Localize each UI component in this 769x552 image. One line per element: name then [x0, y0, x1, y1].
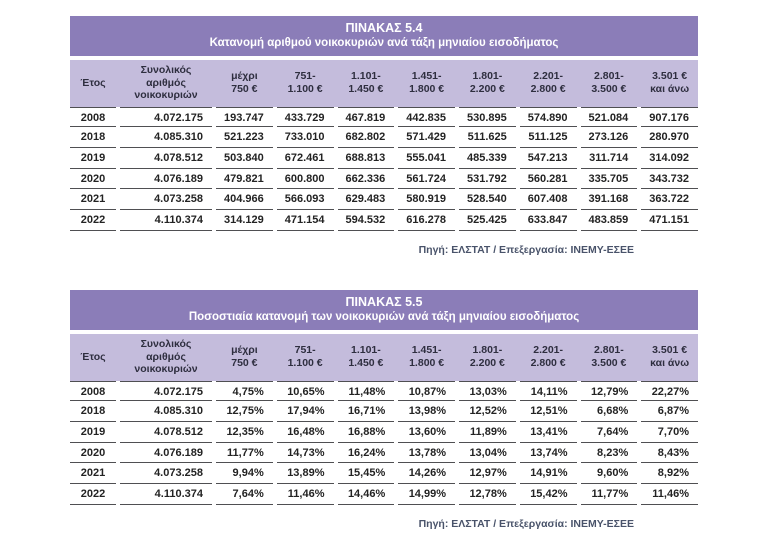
table-5-5-title-band: [70, 290, 698, 330]
table-row: [70, 484, 698, 505]
column-header: 1.101- 1.450 €: [348, 344, 384, 369]
value-cell: 193.747: [216, 107, 273, 128]
table-body: [70, 107, 698, 231]
year-cell: 2018: [70, 401, 116, 422]
value-cell: 471.154: [277, 210, 334, 231]
value-cell: 12,52%: [459, 401, 516, 422]
value-cell: 4.076.189: [120, 443, 212, 464]
column-header: 1.451- 1.800 €: [409, 70, 445, 95]
column-header: Έτος: [80, 350, 106, 363]
value-cell: 7,64%: [581, 422, 638, 443]
table-row: [70, 169, 698, 190]
value-cell: 594.532: [338, 210, 395, 231]
column-header: μέχρι 750 €: [231, 70, 258, 95]
value-cell: 8,43%: [641, 443, 698, 464]
source-note: Πηγή: ΕΛΣΤΑΤ / Επεξεργασία: ΙΝΕΜΥ-ΕΣΕΕ: [418, 243, 634, 256]
column-header: Συνολικός αριθμός νοικοκυριών: [134, 338, 198, 375]
column-header: 751- 1.100 €: [287, 70, 323, 95]
value-cell: 8,92%: [641, 463, 698, 484]
value-cell: 14,99%: [398, 484, 455, 505]
value-cell: 12,79%: [581, 381, 638, 402]
column-header: 2.201- 2.800 €: [530, 70, 566, 95]
value-cell: 607.408: [520, 189, 577, 210]
value-cell: 16,88%: [338, 422, 395, 443]
value-cell: 4.110.374: [120, 210, 212, 231]
value-cell: 561.724: [398, 169, 455, 190]
value-cell: 391.168: [581, 189, 638, 210]
value-cell: 629.483: [338, 189, 395, 210]
table-row: [70, 189, 698, 210]
table-block-5-5: [70, 290, 698, 530]
table-row: [70, 381, 698, 402]
value-cell: 363.722: [641, 189, 698, 210]
year-cell: 2019: [70, 422, 116, 443]
value-cell: 13,41%: [520, 422, 577, 443]
value-cell: 343.732: [641, 169, 698, 190]
table-row: [70, 443, 698, 464]
value-cell: 14,11%: [520, 381, 577, 402]
value-cell: 633.847: [520, 210, 577, 231]
column-header-row: [70, 334, 698, 381]
value-cell: 4.085.310: [120, 401, 212, 422]
column-header-row: [70, 60, 698, 107]
value-cell: 662.336: [338, 169, 395, 190]
value-cell: 433.729: [277, 107, 334, 128]
table-row: [70, 107, 698, 128]
source-note: Πηγή: ΕΛΣΤΑΤ / Επεξεργασία: ΙΝΕΜΥ-ΕΣΕΕ: [418, 517, 634, 530]
table-block-5-4: [70, 16, 698, 256]
table-row: [70, 148, 698, 169]
value-cell: 7,64%: [216, 484, 273, 505]
year-cell: 2021: [70, 189, 116, 210]
table-body: [70, 381, 698, 505]
column-header: Συνολικός αριθμός νοικοκυριών: [134, 64, 198, 101]
value-cell: 4.073.258: [120, 463, 212, 484]
table-5-4-title-band: [70, 16, 698, 56]
value-cell: 9,94%: [216, 463, 273, 484]
value-cell: 530.895: [459, 107, 516, 128]
year-cell: 2019: [70, 148, 116, 169]
value-cell: 511.625: [459, 127, 516, 148]
column-header: 1.801- 2.200 €: [469, 70, 505, 95]
value-cell: 471.151: [641, 210, 698, 231]
value-cell: 13,98%: [398, 401, 455, 422]
value-cell: 14,91%: [520, 463, 577, 484]
value-cell: 16,24%: [338, 443, 395, 464]
column-header: 1.801- 2.200 €: [469, 344, 505, 369]
value-cell: 280.970: [641, 127, 698, 148]
value-cell: 566.093: [277, 189, 334, 210]
column-header: 3.501 € και άνω: [650, 344, 690, 369]
value-cell: 4.085.310: [120, 127, 212, 148]
value-cell: 15,42%: [520, 484, 577, 505]
value-cell: 560.281: [520, 169, 577, 190]
value-cell: 521.223: [216, 127, 273, 148]
value-cell: 311.714: [581, 148, 638, 169]
value-cell: 335.705: [581, 169, 638, 190]
value-cell: 11,89%: [459, 422, 516, 443]
value-cell: 12,75%: [216, 401, 273, 422]
value-cell: 273.126: [581, 127, 638, 148]
value-cell: 12,51%: [520, 401, 577, 422]
value-cell: 4.072.175: [120, 107, 212, 128]
table-subtitle: Κατανομή αριθμού νοικοκυριών ανά τάξη μηνιαίου εισοδήματος: [209, 37, 559, 49]
value-cell: 314.092: [641, 148, 698, 169]
value-cell: 442.835: [398, 107, 455, 128]
value-cell: 11,48%: [338, 381, 395, 402]
year-cell: 2020: [70, 169, 116, 190]
value-cell: 503.840: [216, 148, 273, 169]
value-cell: 521.084: [581, 107, 638, 128]
value-cell: 580.919: [398, 189, 455, 210]
value-cell: 528.540: [459, 189, 516, 210]
value-cell: 11,77%: [581, 484, 638, 505]
value-cell: 404.966: [216, 189, 273, 210]
value-cell: 4.076.189: [120, 169, 212, 190]
table-row: [70, 401, 698, 422]
value-cell: 314.129: [216, 210, 273, 231]
value-cell: 11,46%: [277, 484, 334, 505]
value-cell: 13,78%: [398, 443, 455, 464]
value-cell: 14,73%: [277, 443, 334, 464]
value-cell: 682.802: [338, 127, 395, 148]
value-cell: 16,71%: [338, 401, 395, 422]
value-cell: 616.278: [398, 210, 455, 231]
value-cell: 13,89%: [277, 463, 334, 484]
column-header: 3.501 € και άνω: [650, 70, 690, 95]
year-cell: 2022: [70, 210, 116, 231]
value-cell: 571.429: [398, 127, 455, 148]
column-header: μέχρι 750 €: [231, 344, 258, 369]
year-cell: 2018: [70, 127, 116, 148]
value-cell: 7,70%: [641, 422, 698, 443]
column-header: 2.801- 3.500 €: [591, 344, 627, 369]
table-row: [70, 210, 698, 231]
column-header: Έτος: [80, 76, 106, 89]
value-cell: 688.813: [338, 148, 395, 169]
table-row: [70, 422, 698, 443]
table-row: [70, 463, 698, 484]
value-cell: 13,60%: [398, 422, 455, 443]
value-cell: 4.078.512: [120, 148, 212, 169]
value-cell: 907.176: [641, 107, 698, 128]
value-cell: 14,46%: [338, 484, 395, 505]
value-cell: 8,23%: [581, 443, 638, 464]
value-cell: 4.078.512: [120, 422, 212, 443]
value-cell: 672.461: [277, 148, 334, 169]
value-cell: 12,78%: [459, 484, 516, 505]
value-cell: 483.859: [581, 210, 638, 231]
value-cell: 4,75%: [216, 381, 273, 402]
value-cell: 733.010: [277, 127, 334, 148]
value-cell: 11,77%: [216, 443, 273, 464]
year-cell: 2020: [70, 443, 116, 464]
column-header: 1.101- 1.450 €: [348, 70, 384, 95]
value-cell: 15,45%: [338, 463, 395, 484]
column-header: 2.801- 3.500 €: [591, 70, 627, 95]
table-title: ΠΙΝΑΚΑΣ 5.5: [345, 295, 423, 309]
value-cell: 511.125: [520, 127, 577, 148]
value-cell: 6,87%: [641, 401, 698, 422]
value-cell: 555.041: [398, 148, 455, 169]
value-cell: 13,74%: [520, 443, 577, 464]
year-cell: 2021: [70, 463, 116, 484]
value-cell: 6,68%: [581, 401, 638, 422]
value-cell: 525.425: [459, 210, 516, 231]
value-cell: 13,03%: [459, 381, 516, 402]
value-cell: 467.819: [338, 107, 395, 128]
value-cell: 9,60%: [581, 463, 638, 484]
column-header: 2.201- 2.800 €: [530, 344, 566, 369]
value-cell: 600.800: [277, 169, 334, 190]
value-cell: 4.110.374: [120, 484, 212, 505]
table-subtitle: Ποσοστιαία κατανομή των νοικοκυριών ανά τάξη μηνιαίου εισοδήματος: [188, 311, 580, 323]
value-cell: 4.073.258: [120, 189, 212, 210]
year-cell: 2008: [70, 381, 116, 402]
value-cell: 14,26%: [398, 463, 455, 484]
value-cell: 485.339: [459, 148, 516, 169]
value-cell: 11,46%: [641, 484, 698, 505]
value-cell: 12,35%: [216, 422, 273, 443]
value-cell: 17,94%: [277, 401, 334, 422]
year-cell: 2008: [70, 107, 116, 128]
value-cell: 22,27%: [641, 381, 698, 402]
value-cell: 4.072.175: [120, 381, 212, 402]
value-cell: 479.821: [216, 169, 273, 190]
value-cell: 547.213: [520, 148, 577, 169]
table-title: ΠΙΝΑΚΑΣ 5.4: [345, 21, 423, 35]
value-cell: 12,97%: [459, 463, 516, 484]
value-cell: 16,48%: [277, 422, 334, 443]
value-cell: 531.792: [459, 169, 516, 190]
value-cell: 10,65%: [277, 381, 334, 402]
column-header: 1.451- 1.800 €: [409, 344, 445, 369]
year-cell: 2022: [70, 484, 116, 505]
column-header: 751- 1.100 €: [287, 344, 323, 369]
value-cell: 13,04%: [459, 443, 516, 464]
value-cell: 574.890: [520, 107, 577, 128]
table-row: [70, 127, 698, 148]
value-cell: 10,87%: [398, 381, 455, 402]
